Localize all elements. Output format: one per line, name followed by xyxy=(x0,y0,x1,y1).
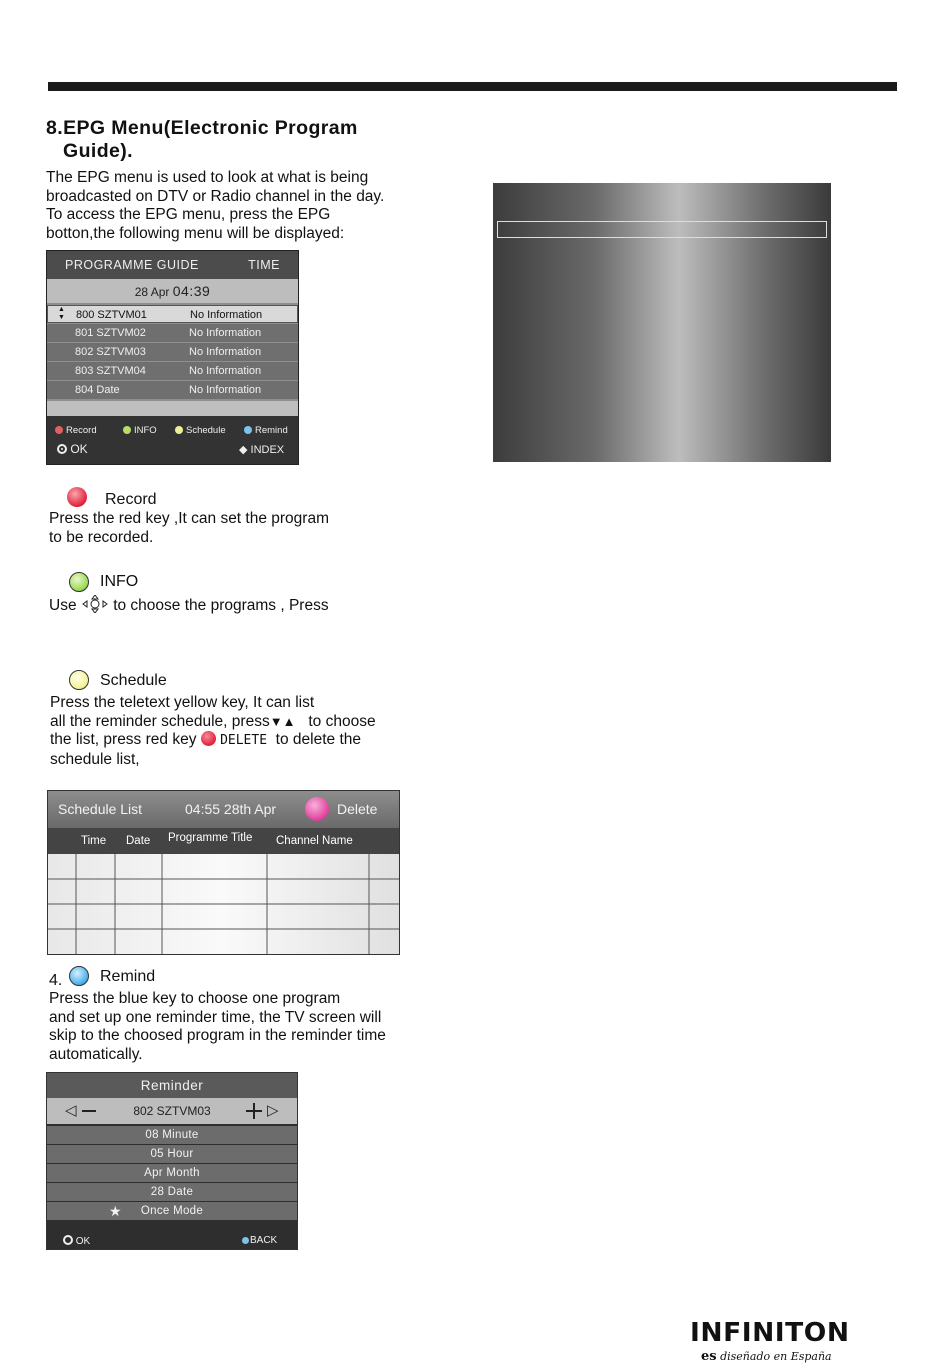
guide-channel: 802 SZTVM03 xyxy=(75,346,146,358)
schedule-line: schedule list, xyxy=(50,750,140,768)
info-title: INFO xyxy=(100,573,139,590)
section-title xyxy=(46,117,358,163)
green-key-icon xyxy=(69,572,89,592)
delete-label: DELETE xyxy=(220,733,268,748)
guide-info: No Information xyxy=(190,309,263,321)
guide-index: INDEX xyxy=(250,444,285,456)
intro-line: To access the EPG menu, press the EPG xyxy=(46,206,331,223)
remind-line: automatically. xyxy=(49,1045,143,1063)
schedule-choose: to choose xyxy=(308,712,376,730)
dpad-icon xyxy=(81,595,109,613)
yellow-key-icon xyxy=(69,670,89,690)
brand-tagline-group xyxy=(701,1349,846,1364)
blue-dot-icon xyxy=(242,1237,249,1244)
schedule-line: Press the teletext yellow key, It can list xyxy=(50,694,315,711)
schedule-list-grid xyxy=(48,854,399,954)
schedule-line-2 xyxy=(50,713,376,732)
guide-date-row xyxy=(47,279,298,303)
red-key-icon xyxy=(67,487,87,507)
blue-dot-icon xyxy=(244,426,252,434)
guide-channel: 804 Date xyxy=(75,384,120,396)
info-text xyxy=(49,595,329,616)
guide-footer xyxy=(47,416,298,464)
legend-record: Record xyxy=(66,425,97,436)
column-header: Date xyxy=(126,835,151,847)
guide-channel: 803 SZTVM04 xyxy=(75,365,146,377)
schedule-line-3 xyxy=(50,731,376,751)
section-title-line2: Guide). xyxy=(63,140,133,162)
guide-channel: 800 SZTVM01 xyxy=(76,309,147,321)
intro-line: broadcasted on DTV or Radio channel in the day. xyxy=(46,187,385,205)
brand-name: INFINITON xyxy=(690,1318,850,1348)
brand-logo xyxy=(690,1318,850,1364)
yellow-dot-icon xyxy=(175,426,183,434)
remind-line: skip to the choosed program in the reminder time xyxy=(49,1027,386,1044)
record-line: Press the red key ,It can set the program xyxy=(49,510,329,527)
reminder-row[interactable]: 08 Minute xyxy=(47,1126,297,1144)
guide-channel: 801 SZTVM02 xyxy=(75,327,146,339)
tv-screen-image xyxy=(493,183,831,462)
section-title-line1: 8.EPG Menu(Electronic Program xyxy=(46,117,358,139)
intro-paragraph xyxy=(46,169,384,243)
column-header: Time xyxy=(81,835,107,847)
guide-title: PROGRAMME GUIDE xyxy=(65,258,199,272)
schedule-list-delete[interactable]: Delete xyxy=(337,801,378,817)
reminder-channel: 802 SZTVM03 xyxy=(133,1104,211,1118)
es-mark-icon: es xyxy=(701,1349,717,1364)
guide-row[interactable] xyxy=(47,362,298,380)
reminder-panel xyxy=(46,1072,298,1250)
reminder-ok: OK xyxy=(75,1236,91,1247)
plus-icon[interactable] xyxy=(246,1103,262,1119)
star-icon: ★ xyxy=(109,1203,122,1219)
guide-info: No Information xyxy=(189,365,262,377)
guide-row[interactable] xyxy=(47,343,298,361)
schedule-list-header xyxy=(48,791,399,828)
guide-clock: 04:39 xyxy=(172,283,211,299)
guide-info: No Information xyxy=(189,346,262,358)
reminder-footer xyxy=(47,1220,297,1258)
down-up-arrows-icon: ▼▲ xyxy=(269,713,296,729)
reminder-title: Reminder xyxy=(47,1073,297,1098)
record-title: Record xyxy=(105,491,157,508)
left-arrow-icon[interactable]: ◁ xyxy=(65,1102,77,1119)
legend-info: INFO xyxy=(134,425,157,436)
blue-key-icon xyxy=(69,966,89,986)
reminder-ok-group xyxy=(63,1235,90,1247)
reminder-row[interactable]: 28 Date xyxy=(47,1183,297,1201)
schedule-list-panel xyxy=(47,790,400,955)
guide-info: No Information xyxy=(189,384,262,396)
info-choose: to choose the programs , Press xyxy=(113,597,329,614)
diamond-icon: ◆ xyxy=(239,444,248,456)
guide-header xyxy=(47,251,298,279)
guide-row[interactable] xyxy=(47,305,298,323)
schedule-press: all the reminder schedule, press xyxy=(50,712,270,730)
schedule-press-red: the list, press red key xyxy=(50,731,197,748)
pink-key-icon xyxy=(305,797,329,821)
reminder-row-mode[interactable] xyxy=(47,1202,297,1220)
guide-info: No Information xyxy=(189,327,262,339)
red-key-small-icon xyxy=(201,731,216,746)
schedule-delete-text: to delete the xyxy=(275,731,361,748)
remind-line: and set up one reminder time, the TV screen will xyxy=(49,1008,382,1026)
guide-ok: OK xyxy=(70,442,88,456)
red-dot-icon xyxy=(55,426,63,434)
info-use: Use xyxy=(49,597,77,614)
column-header: Programme Title xyxy=(168,832,253,844)
legend-remind: Remind xyxy=(255,425,288,436)
top-rule xyxy=(48,82,897,91)
record-text xyxy=(49,510,329,547)
reminder-row[interactable]: Apr Month xyxy=(47,1164,297,1182)
guide-date: 28 Apr xyxy=(134,285,170,299)
programme-guide-panel xyxy=(46,250,299,465)
guide-row[interactable] xyxy=(47,381,298,399)
guide-row[interactable] xyxy=(47,324,298,342)
reminder-mode: Once Mode xyxy=(140,1205,204,1217)
schedule-title: Schedule xyxy=(100,672,167,689)
remind-title: Remind xyxy=(100,968,156,985)
brand-tagline: diseñado en España xyxy=(720,1350,832,1363)
intro-line: The EPG menu is used to look at what is being xyxy=(46,169,369,186)
guide-time-label: TIME xyxy=(248,258,280,272)
schedule-text xyxy=(50,694,376,769)
column-header: Channel Name xyxy=(276,835,353,847)
legend-schedule: Schedule xyxy=(186,425,226,436)
remind-text xyxy=(49,990,386,1064)
schedule-list-columns xyxy=(48,828,399,854)
remind-line: Press the blue key to choose one program xyxy=(49,990,341,1007)
highlight-bar xyxy=(497,221,827,238)
ok-circle-icon xyxy=(57,444,67,454)
record-line: to be recorded. xyxy=(49,528,154,546)
intro-line: botton,the following menu will be displayed: xyxy=(46,224,345,242)
reminder-back-group xyxy=(242,1235,277,1246)
ok-circle-icon xyxy=(63,1235,73,1245)
remind-number: 4. xyxy=(49,972,63,989)
updown-arrows-icon: ▲ ▼ xyxy=(58,306,65,321)
reminder-row[interactable]: 05 Hour xyxy=(47,1145,297,1163)
reminder-back: BACK xyxy=(250,1235,278,1246)
reminder-channel-row[interactable] xyxy=(47,1098,297,1124)
right-arrow-icon[interactable]: ▷ xyxy=(267,1102,279,1119)
schedule-list-time: 04:55 28th Apr xyxy=(185,801,277,817)
green-dot-icon xyxy=(123,426,131,434)
schedule-list-title: Schedule List xyxy=(58,801,143,817)
